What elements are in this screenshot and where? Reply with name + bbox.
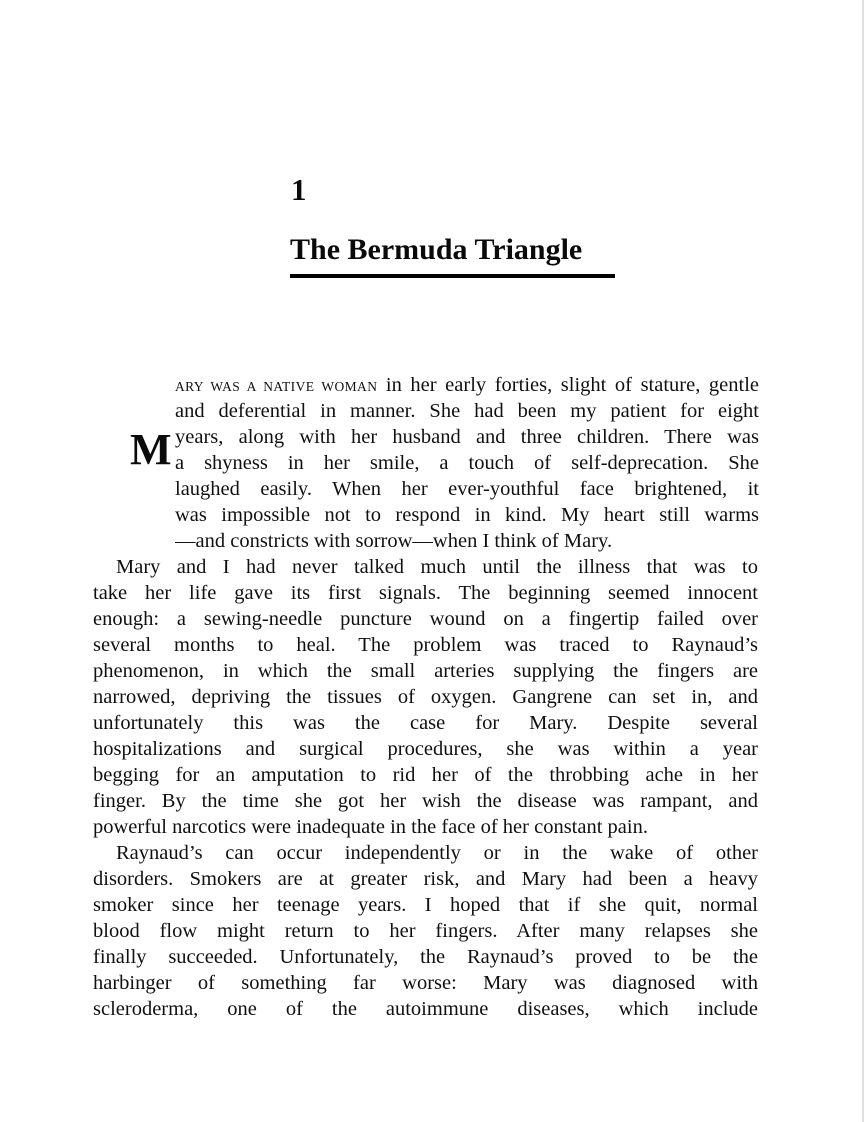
text-line: several months to heal. The problem was traced to Raynaud’s	[93, 634, 758, 656]
text-line: blood flow might return to her fingers. After many relapses she	[93, 920, 758, 942]
text-line: Mary and I had never talked much until the illness that was to	[116, 556, 758, 578]
text-line: laughed easily. When her ever-youthful face brightened, it	[175, 478, 759, 500]
small-caps-lead: ARY WAS A NATIVE WOMAN	[175, 379, 378, 394]
text-line: finger. By the time she got her wish the disease was rampant, and	[93, 790, 758, 812]
line-text: in her early forties, slight of stature, gentle	[385, 374, 759, 396]
chapter-title: The Bermuda Triangle	[290, 233, 615, 278]
text-line: harbinger of something far worse: Mary was diagnosed with	[93, 972, 758, 994]
page-edge-divider	[862, 0, 864, 1122]
text-line: take her life gave its first signals. The beginning seemed innocent	[93, 582, 758, 604]
text-line: finally succeeded. Unfortunately, the Raynaud’s proved to be the	[93, 946, 758, 968]
text-line: smoker since her teenage years. I hoped that if she quit, normal	[93, 894, 758, 916]
text-line: a shyness in her smile, a touch of self-deprecation. She	[175, 452, 759, 474]
text-line: powerful narcotics were inadequate in the face of her constant pain.	[93, 816, 648, 838]
text-line: phenomenon, in which the small arteries supplying the fingers are	[93, 660, 758, 682]
text-line	[175, 372, 759, 398]
text-line: disorders. Smokers are at greater risk, and Mary had been a heavy	[93, 868, 758, 890]
paragraph-scleroderma-diagnosis	[93, 840, 758, 1022]
text-line: was impossible not to respond in kind. My heart still warms	[175, 504, 759, 526]
paragraph-raynauds-onset	[93, 554, 758, 840]
text-line: and deferential in manner. She had been my patient for eight	[175, 400, 759, 422]
text-line: hospitalizations and surgical procedures, she was within a year	[93, 738, 758, 760]
drop-cap: M	[130, 425, 172, 474]
text-line: begging for an amputation to rid her of the throbbing ache in her	[93, 764, 758, 786]
text-line: —and constricts with sorrow—when I think of Mary.	[175, 530, 613, 552]
text-line: narrowed, depriving the tissues of oxygen. Gangrene can set in, and	[93, 686, 758, 708]
chapter-number: 1	[291, 172, 307, 207]
text-line: Raynaud’s can occur independently or in the wake of other	[116, 842, 758, 864]
text-line: years, along with her husband and three children. There was	[175, 426, 759, 448]
text-line: scleroderma, one of the autoimmune diseases, which include	[93, 998, 758, 1020]
opening-paragraph	[130, 372, 759, 554]
text-line: unfortunately this was the case for Mary. Despite several	[93, 712, 758, 734]
text-line: enough: a sewing-needle puncture wound on a fingertip failed over	[93, 608, 758, 630]
